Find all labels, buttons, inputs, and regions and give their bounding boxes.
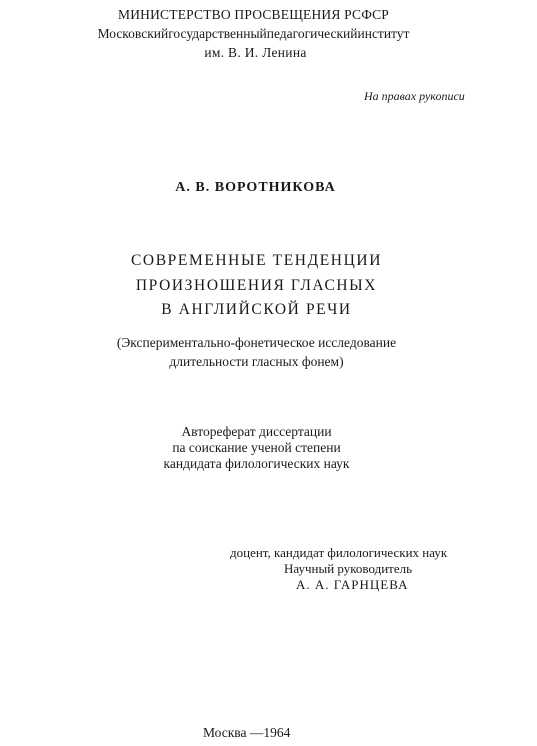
institute-named-after: им. В. И. Ленина xyxy=(204,45,307,60)
institute-name: Московскийгосударственныйпедагогическийинститут xyxy=(97,26,410,41)
ministry-heading: МИНИСТЕРСТВО ПРОСВЕЩЕНИЯ РСФСР xyxy=(118,7,389,22)
title-line-3: В АНГЛИЙСКОЙ РЕЧИ xyxy=(161,301,352,318)
author-name: А. В. ВОРОТНИКОВА xyxy=(175,180,336,195)
title-line-2: ПРОИЗНОШЕНИЯ ГЛАСНЫХ xyxy=(135,277,378,294)
subtitle-line-2: длительности гласных фонем) xyxy=(169,354,344,369)
rights-note: На правах рукописи xyxy=(364,89,465,103)
abstract-line-3: кандидата филологических наук xyxy=(163,456,350,471)
title-line-1: СОВРЕМЕННЫЕ ТЕНДЕНЦИИ xyxy=(130,252,382,269)
supervisor-role: Научный руководитель xyxy=(284,561,413,576)
subtitle-line-1: (Экспериментально-фонетическое исследование xyxy=(116,335,397,350)
supervisor-name: А. А. ГАРНЦЕВА xyxy=(296,577,409,592)
abstract-line-2: па соискание ученой степени xyxy=(172,440,341,455)
abstract-line-1: Автореферат диссертации xyxy=(181,424,332,439)
place-and-year: Москва —1964 xyxy=(203,725,291,740)
supervisor-credentials: доцент, кандидат филологических наук xyxy=(230,545,448,560)
